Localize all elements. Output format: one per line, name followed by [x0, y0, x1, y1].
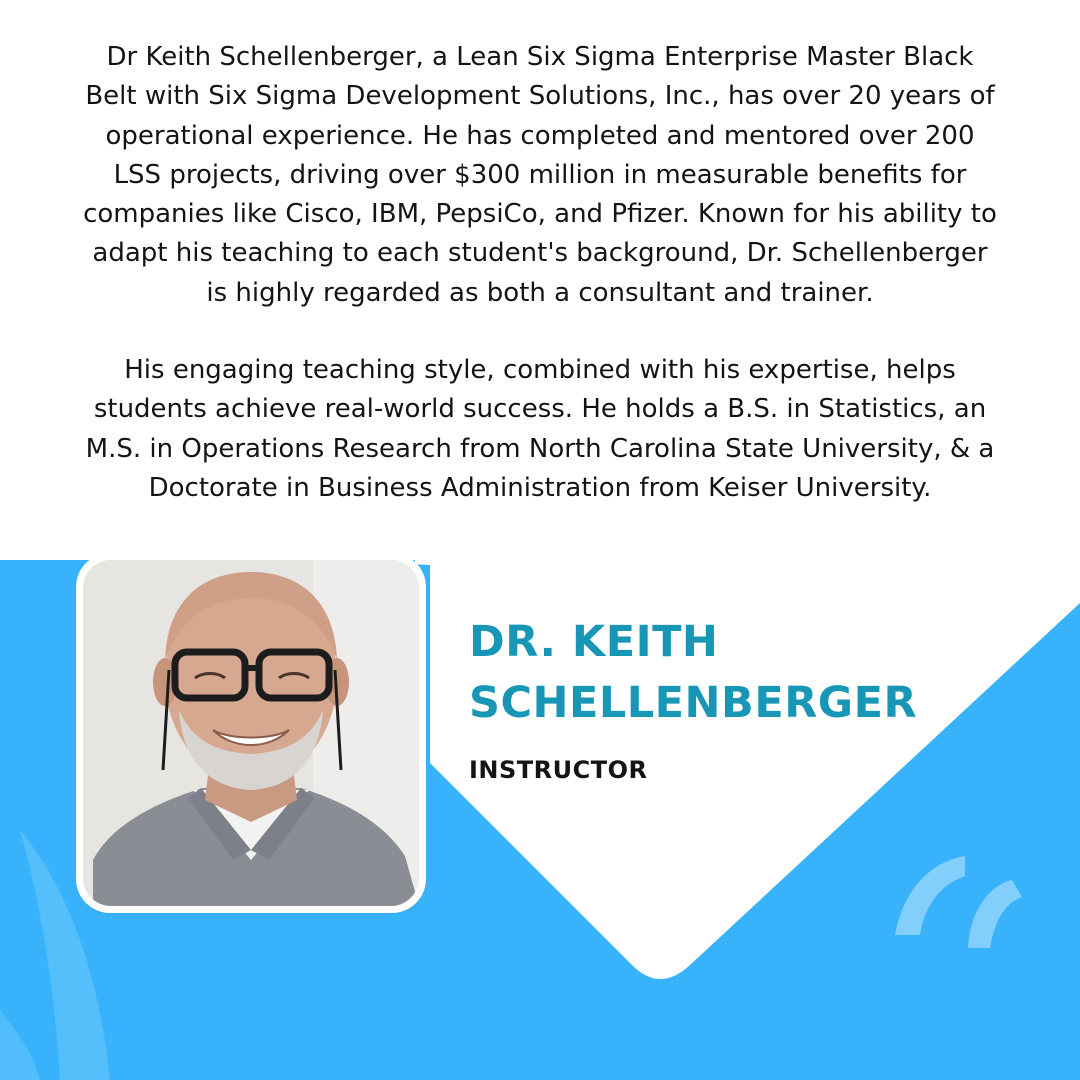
bio-line: operational experience. He has completed and mentored over 200 [105, 120, 975, 151]
bio-line: LSS projects, driving over $300 million in measurable benefits for [113, 159, 967, 190]
bio-line: His engaging teaching style, combined with his expertise, helps [124, 355, 956, 385]
bio-line: companies like Cisco, IBM, PepsiCo, and Pfizer. Known for his ability to [83, 199, 997, 230]
bio-line: Belt with Six Sigma Development Solutions, Inc., has over 20 years of [85, 81, 995, 112]
portrait-illustration [83, 560, 419, 906]
name-line-2: SCHELLENBERGER [469, 678, 918, 728]
profile-photo-frame [76, 553, 426, 913]
bio-line: M.S. in Operations Research from North Carolina State University, & a [85, 433, 995, 464]
bio-line: is highly regarded as both a consultant and trainer. [206, 277, 874, 308]
instructor-role: INSTRUCTOR [469, 756, 648, 784]
name-line-1: DR. KEITH [469, 617, 719, 667]
bio-line: students achieve real-world success. He holds a B.S. in Statistics, an [93, 394, 987, 425]
bio-line: Doctorate in Business Administration from Keiser University. [148, 472, 932, 503]
bio-line: Dr Keith Schellenberger, a Lean Six Sigma Enterprise Master Black [106, 42, 974, 72]
bio-line: adapt his teaching to each student's background, Dr. Schellenberger [92, 238, 988, 269]
bio-paragraph-2 [40, 351, 1040, 508]
instructor-name [469, 612, 1029, 734]
profile-photo [83, 560, 419, 906]
bio-paragraph-1 [40, 38, 1040, 313]
